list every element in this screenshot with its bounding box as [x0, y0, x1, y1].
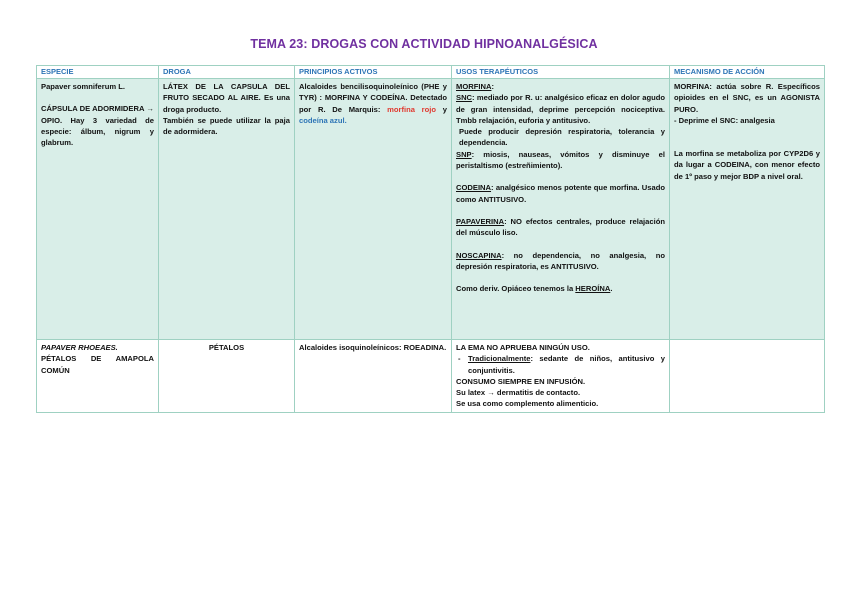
consumo-text: CONSUMO SIEMPRE EN INFUSIÓN. — [456, 376, 586, 386]
table-row — [37, 79, 825, 340]
uses-list — [456, 353, 665, 376]
mecanismo-text-3: La morfina se metaboliza por CYP2D6 y da lugar a CODEINA, con menor efecto de 1º paso y mejor BDP a nivel oral. — [674, 149, 820, 181]
trad-label: Tradicionalmente — [468, 354, 531, 364]
papaverina-text: : NO efectos centrales, produce relajación del músculo liso. — [456, 216, 665, 238]
noscapina-label: NOSCAPINA — [456, 250, 502, 260]
species-capsula: CÁPSULA DE ADORMIDERA → OPIO. Hay 3 variedad de especie: álbum, nigrum y glabrum. — [41, 104, 154, 148]
droga-text-1: LÁTEX DE LA CAPSULA DEL FRUTO SECADO AL AIRE. Es una droga producto. — [163, 82, 290, 114]
cell-droga: PÉTALOS — [159, 340, 295, 413]
header-especie: ESPECIE — [37, 66, 159, 79]
codeina-label: CODEINA — [456, 183, 492, 193]
snc-extra: Puede producir depresión respiratoria, tolerancia y dependencia. — [459, 127, 665, 148]
snc-label: SNC — [456, 93, 473, 103]
header-mecanismo: MECANISMO DE ACCIÓN — [670, 66, 825, 79]
snc-text: : mediado por R. u: analgésico eficaz en dolor agudo de gran intensidad, deprime percepción nociceptiva. Tmbb relajación, euforia y antitusivo. — [456, 93, 665, 125]
principios-text: Alcaloides bencilisoquinoleínico (PHE y TYR) : MORFINA Y CODEÍNA. Detectado por R. De Marquis: — [299, 82, 447, 114]
drug-table — [36, 65, 825, 413]
species-name: Papaver somniferum L. — [41, 82, 125, 91]
trad-text: : sedante de niños, antitusivo y conjuntivitis. — [468, 354, 665, 375]
codeina-text: : analgésico menos potente que morfina. Usado como ANTITUSIVO. — [456, 183, 665, 204]
mecanismo-text-1: MORFINA: actúa sobre R. Específicos opioides en el SNC, es un AGONISTA PURO. — [674, 82, 820, 114]
mecanismo-text-2: - Deprime el SNC: analgesia — [674, 115, 775, 125]
papaverina-label: PAPAVERINA — [456, 216, 505, 226]
morfina-rojo: morfina rojo — [387, 104, 437, 114]
codeina-azul: codeína azul. — [299, 115, 347, 125]
snp-text: : miosis, nauseas, vómitos y disminuye el peristaltismo (estreñimiento). — [456, 149, 665, 171]
page-title: TEMA 23: DROGAS CON ACTIVIDAD HIPNOANALGÉSICA — [250, 37, 598, 51]
species-name: PAPAVER RHOEAES. — [41, 343, 118, 352]
header-usos: USOS TERAPÉUTICOS — [452, 66, 670, 79]
heroina-pre: Como deriv. Opiáceo tenemos la — [456, 284, 576, 294]
morfina-title: MORFINA — [456, 82, 492, 91]
ema-text: LA EMA NO APRUEBA NINGÚN USO. — [456, 343, 590, 352]
snp-label: SNP — [456, 149, 472, 159]
cell-principios: Alcaloides isoquinoleínicos: ROEADINA. — [295, 340, 452, 413]
header-droga: DROGA — [159, 66, 295, 79]
cell-mecanismo — [670, 340, 825, 413]
droga-text-2: También se puede utilizar la paja de adormidera. — [163, 115, 290, 137]
cell-usos: MORFINA: SNC: mediado por R. u: analgésico eficaz en dolor agudo de gran intensidad, deprime percepción nociceptiva. Tmbb relajación, euforia y antitusivo. Puede producir depresión respiratoria, tolerancia y dependencia. SNP: miosis, nauseas, vómitos y disminuye el peristaltismo (estreñimiento). CODEINA: analgésico menos potente que morfina. Usado como ANTITUSIVO. PAPAVERINA: NO efectos centrales, produce relajación del músculo liso. NOSCAPINA: no dependencia, no analgesia, no depresión respiratoria, es ANTITUSIVO. Como deriv. Opiáceo tenemos la HEROÍNA. — [452, 79, 670, 340]
header-principios: PRINCIPIOS ACTIVOS — [295, 66, 452, 79]
cell-mecanismo — [670, 79, 825, 340]
principios-y: y — [436, 104, 447, 114]
heroina-label: HEROÍNA — [575, 284, 611, 294]
noscapina-text: : no dependencia, no analgesia, no depresión respiratoria, es ANTITUSIVO. — [456, 250, 665, 271]
cell-usos — [452, 340, 670, 413]
species-common: PÉTALOS DE AMAPOLA COMÚN — [41, 354, 154, 375]
table-row — [37, 340, 825, 413]
list-item — [468, 353, 665, 376]
complemento-text: Se usa como complemento alimenticio. — [456, 399, 599, 409]
cell-droga — [159, 79, 295, 340]
latex-text: Su latex → dermatitis de contacto. — [456, 388, 581, 398]
table-header-row — [37, 66, 825, 79]
cell-especie — [37, 340, 159, 413]
cell-especie — [37, 79, 159, 340]
cell-principios — [295, 79, 452, 340]
